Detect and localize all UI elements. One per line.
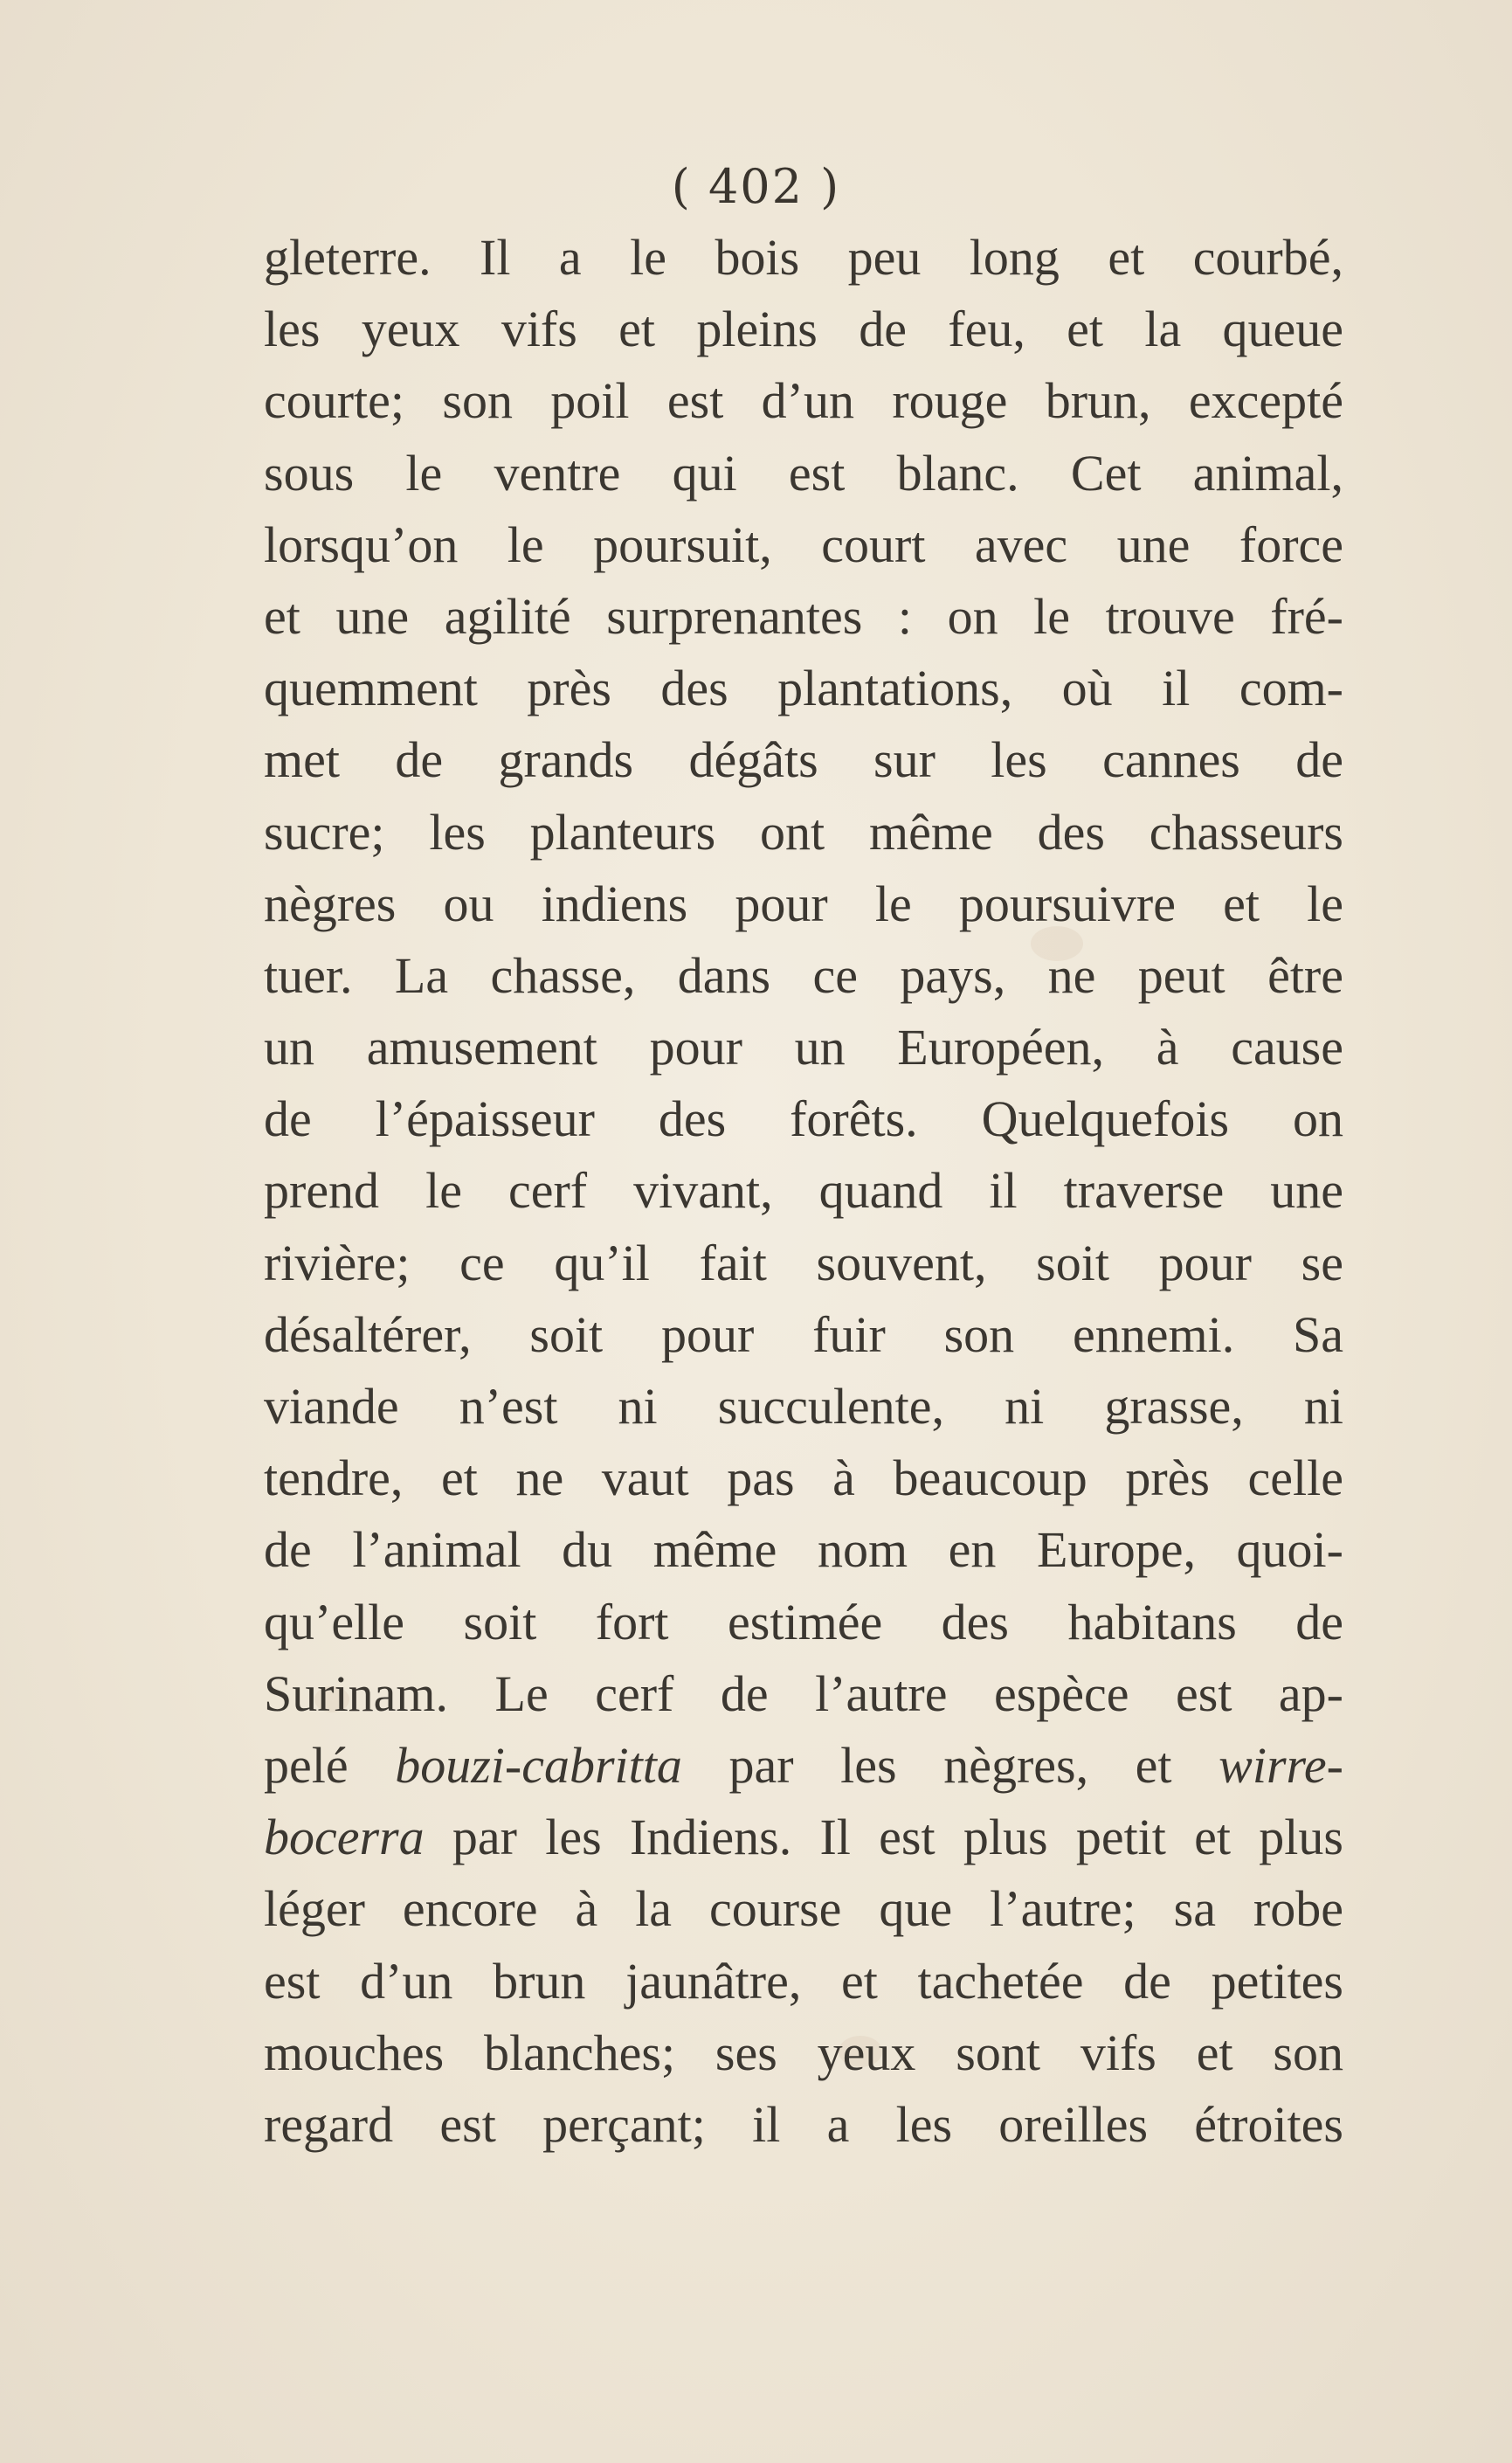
text-line: de l’épaisseur des forêts. Quelquefois on: [264, 1090, 1343, 1148]
text-line-with-italics: [264, 1802, 1343, 1873]
text-segment: par les nègres, et: [681, 1736, 1219, 1794]
text-line: un amusement pour un Européen, à cause: [264, 1019, 1343, 1076]
text-line: gleterre. Il a le bois peu long et courbé,: [264, 229, 1343, 286]
text-line: tendre, et ne vaut pas à beaucoup près celle: [264, 1449, 1343, 1507]
text-line-with-italics: [264, 1730, 1343, 1802]
text-line: désaltérer, soit pour fuir son ennemi. Sa: [264, 1305, 1343, 1363]
text-line: nègres ou indiens pour le poursuivre et le: [264, 875, 1343, 932]
text-segment: par les Indiens. Il est plus petit et plus: [424, 1809, 1343, 1866]
text-line: qu’elle soit fort estimée des habitans de: [264, 1593, 1343, 1650]
text-line: lorsqu’on le poursuit, court avec une force: [264, 515, 1343, 573]
page-number: ( 402 ): [671, 159, 841, 214]
text-line: léger encore à la course que l’autre; sa robe: [264, 1880, 1343, 1938]
text-line: tuer. La chasse, dans ce pays, ne peut être: [264, 946, 1343, 1004]
text-line: les yeux vifs et pleins de feu, et la queue: [264, 301, 1343, 358]
text-line: est d’un brun jaunâtre, et tachetée de petites: [264, 1952, 1343, 2010]
text-line: mouches blanches; ses yeux sont vifs et son: [264, 2024, 1343, 2081]
text-line: courte; son poil est d’un rouge brun, excepté: [264, 372, 1343, 430]
text-line: quemment près des plantations, où il com-: [264, 660, 1343, 717]
text-line: rivière; ce qu’il fait souvent, soit pour se: [264, 1234, 1343, 1291]
text-line: Surinam. Le cerf de l’autre espèce est ap-: [264, 1664, 1343, 1722]
text-line: sucre; les planteurs ont même des chasseurs: [264, 803, 1343, 861]
italic-term-bouzi-cabritta: bouzi-cabritta: [395, 1736, 682, 1794]
text-segment: pelé: [264, 1736, 396, 1794]
text-line: met de grands dégâts sur les cannes de: [264, 731, 1343, 789]
text-line: prend le cerf vivant, quand il traverse une: [264, 1162, 1343, 1220]
text-line: et une agilité surprenantes : on le trouve fré-: [264, 587, 1343, 645]
body-text: [264, 222, 1343, 2161]
italic-term-bocerra: bocerra: [264, 1809, 425, 1866]
text-line: regard est perçant; il a les oreilles étroites: [264, 2095, 1343, 2153]
text-line: sous le ventre qui est blanc. Cet animal,: [264, 444, 1343, 502]
italic-term-wirre: wirre-: [1219, 1736, 1343, 1794]
text-line: viande n’est ni succulente, ni grasse, ni: [264, 1378, 1343, 1435]
text-line: de l’animal du même nom en Europe, quoi-: [264, 1521, 1343, 1579]
